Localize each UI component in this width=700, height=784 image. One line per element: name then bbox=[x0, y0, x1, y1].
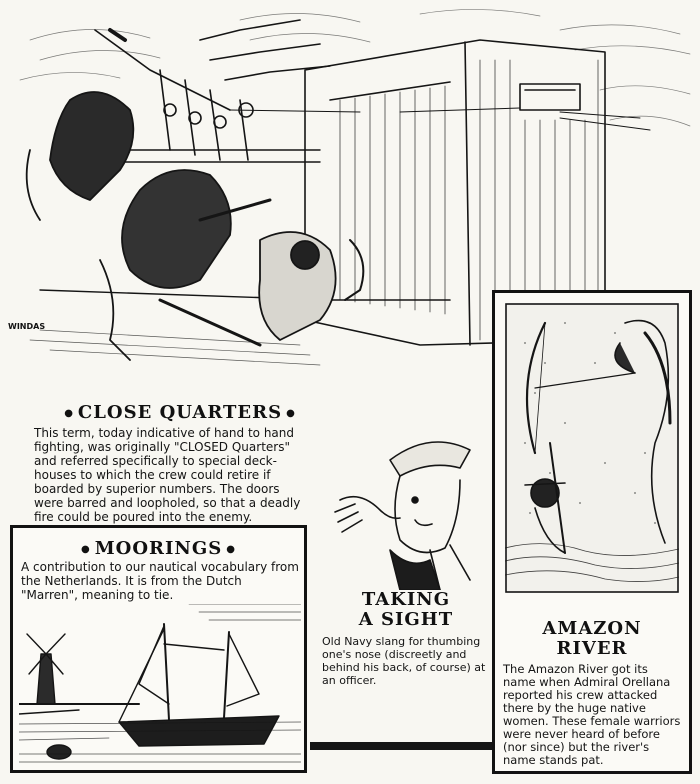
bottom-rule bbox=[310, 742, 492, 750]
moorings-title bbox=[13, 538, 304, 559]
taking-a-sight-title-line2: A SIGHT bbox=[358, 609, 454, 630]
bullet-icon: ● bbox=[81, 543, 91, 555]
artist-signature: WINDAS bbox=[8, 322, 46, 331]
taking-a-sight-title-line1: TAKING bbox=[361, 589, 451, 610]
close-quarters-title-text: CLOSE QUARTERS bbox=[77, 402, 283, 423]
bullet-icon: ● bbox=[226, 543, 236, 555]
moorings-illustration bbox=[19, 604, 301, 768]
bullet-icon: ● bbox=[64, 407, 74, 419]
moorings-body: A contribution to our nautical vocabulary from the Netherlands. It is from the Dutch "Marren", meaning to tie. bbox=[21, 560, 299, 602]
moorings-panel bbox=[10, 525, 307, 773]
close-quarters-body: This term, today indicative of hand to hand fighting, was originally "CLOSED Quarters" and referred specifically to special deck-houses to which the crew could retire if boarded by superior numbers. The doors were barred and loopholed, so that a deadly fire could be poured into the enemy. bbox=[34, 426, 301, 524]
amazon-river-body: The Amazon River got its name when Admiral Orellana reported his crew attacked there by the huge native women. These female warriors were never heard of before (nor since) but the river's name stands pat. bbox=[503, 662, 681, 767]
amazon-river-illustration bbox=[505, 303, 679, 593]
taking-a-sight-body: Old Navy slang for thumbing one's nose (discreetly and behind his back, of course) at an officer. bbox=[322, 635, 486, 687]
taking-a-sight-title bbox=[318, 590, 494, 630]
moorings-title-text: MOORINGS bbox=[94, 538, 223, 559]
amazon-river-title-line1: AMAZON bbox=[542, 618, 642, 639]
amazon-river-panel bbox=[492, 290, 692, 774]
close-quarters-title bbox=[30, 402, 330, 423]
bullet-icon: ● bbox=[286, 407, 296, 419]
taking-a-sight-illustration bbox=[320, 420, 490, 590]
amazon-river-title bbox=[495, 619, 689, 659]
amazon-river-title-line2: RIVER bbox=[556, 638, 628, 659]
